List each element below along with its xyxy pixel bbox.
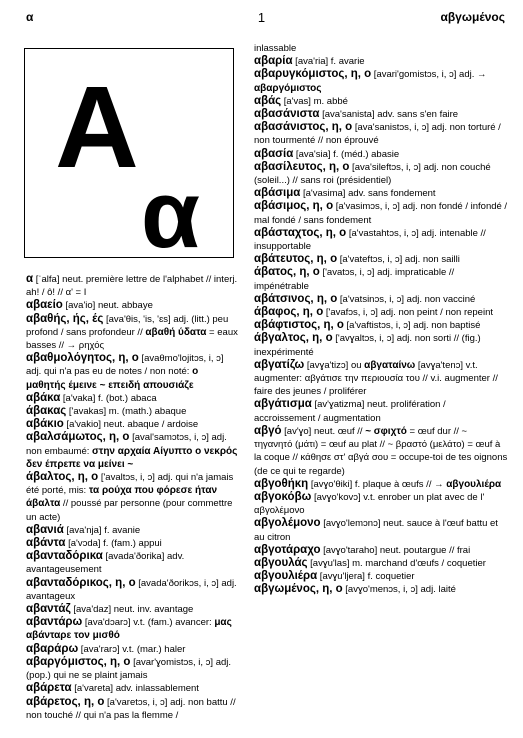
pronunciation: [a'vaka] [60, 392, 98, 404]
dictionary-entry [26, 524, 238, 537]
definition-text: m. abbé [313, 95, 348, 107]
headword: αβαργόμιστος, η, ο [26, 655, 131, 668]
pronunciation: [ava'daz] [70, 604, 114, 616]
right-column [254, 42, 508, 597]
headword: αβάσιμα [254, 187, 301, 200]
example-text: τα ρούχα που φόρεσε ήταν άβαλτα [26, 485, 218, 510]
pronunciation: [avɣo'lemɔnɔ] [320, 518, 384, 530]
lowercase-alpha: α [141, 161, 201, 268]
example-text: αβγουλιέρα [446, 478, 502, 490]
pronunciation: [ava'dɔarɔ] [82, 617, 134, 629]
dictionary-entry [26, 537, 238, 550]
headword: αβαλσάμωτος, η, ο [26, 431, 130, 444]
dictionary-entry [254, 517, 508, 543]
pronunciation: [avɣo'kovɔ] [311, 491, 364, 503]
pronunciation: [avɣu'las] [307, 557, 353, 569]
definition-text-cont: = œuf dur // ~ τηγανητό (μάτι) = œuf au plat // ~ βραστό (μελάτο) = œuf à la coque // κάθησε στ' αβγά σου = occupe-toi de tes oignons (de ce qui te regarde) [254, 425, 508, 477]
definition-text: adv. inlassablement [115, 683, 199, 695]
definition-text: adj. non battu // non touché // qui n'a pas la flemme / [26, 696, 236, 721]
headword: αβασίλευτος, η, ο [254, 160, 350, 173]
capital-alpha: Α [55, 62, 139, 192]
definition-text: v.t. (fam.) avancer: [133, 617, 215, 629]
definition-text: adv. avantageusement [26, 551, 185, 576]
pronunciation: [avɣo'taraho] [320, 544, 380, 556]
definition-text: adj. non peint / non repeint [380, 307, 493, 319]
dictionary-entry [26, 392, 238, 405]
headword: αβασία [254, 147, 294, 160]
pronunciation: [av'ɣo] [281, 425, 314, 437]
dictionary-entry [254, 200, 508, 226]
pronunciation: [a'vaftistɔs, i, ɔ] [343, 320, 414, 332]
example-text: αβαθή ύδατα [145, 326, 207, 338]
definition-text: adj. qui n'a jamais été porté, mis: [26, 472, 234, 497]
example-text: ~ σφιχτό [365, 425, 407, 437]
headword: αβαράρω [26, 642, 79, 655]
pronunciation: [a'vakio] [63, 419, 104, 431]
headword: αβάρετα [26, 682, 72, 695]
dictionary-entry [254, 557, 508, 570]
headword: αβγατίζω [254, 358, 305, 371]
headword: αβαρυγκόμιστος, η, ο [254, 68, 372, 81]
headword: αβαείο [26, 299, 63, 312]
definition-text: f. plaque à œufs // → [354, 478, 447, 490]
dictionary-entry [254, 108, 508, 121]
definition-text: f. (bot.) abaca [98, 392, 157, 404]
dictionary-entry [254, 544, 508, 557]
pronunciation: [a'vasima] [300, 188, 349, 200]
pronunciation: [avar'ɣomistɔs, i, ɔ] [130, 656, 216, 668]
pronunciation: [avada'ðorikɔs, i, ɔ] [135, 577, 222, 589]
pronunciation: ['avakas] [66, 406, 109, 418]
headword: άβγαλτος, η, ο [254, 332, 333, 345]
dictionary-entry [254, 293, 508, 306]
pronunciation: [ava'io] [62, 300, 98, 312]
dictionary-entry [254, 161, 508, 187]
page-number: 1 [257, 10, 266, 25]
definition-text-cont: // poussé par personne (pour commettre un acte) [26, 498, 233, 523]
definition-text: f. (fam.) appui [103, 538, 162, 550]
pronunciation: [ava'sanista] [319, 109, 378, 121]
headword: αβάκα [26, 391, 61, 404]
dictionary-entry [254, 478, 508, 491]
headword: αβάσιμος, η, ο [254, 200, 334, 213]
dictionary-entry [254, 68, 508, 94]
dictionary-entry [26, 682, 238, 695]
headword: αβγό [254, 424, 282, 437]
dictionary-entry [26, 577, 238, 603]
dictionary-entry [254, 319, 508, 332]
dictionary-entry [26, 405, 238, 418]
dictionary-entry [254, 148, 508, 161]
pronunciation: [a'vɔda] [65, 538, 104, 550]
definition-text: v.t. (mar.) haler [122, 643, 186, 655]
header-last-entry: αβγωμένος [440, 10, 505, 24]
definition-text: adj. non baptisé [413, 320, 481, 332]
pronunciation: [a'vasimɔs, i, ɔ] [333, 201, 403, 213]
definition-text: adj. qui n'a pas eu de notes / non noté: [26, 366, 193, 378]
dictionary-entry [26, 550, 238, 576]
headword: αβαντάζ [26, 603, 71, 616]
dictionary-entry [254, 583, 508, 596]
headword: αβάσταχτος, η, ο [254, 226, 347, 239]
dictionary-entry [254, 121, 508, 147]
headword: αβγωμένος, η, ο [254, 583, 343, 596]
definition-text: neut. abbaye [97, 300, 153, 312]
definition-text: m. marchand d'œufs / coquetier [352, 557, 486, 569]
definition-text: adj. (pop.) qui ne se plaint jamais [26, 656, 232, 682]
dictionary-entry [26, 696, 238, 722]
headword: αβγουλιέρα [254, 570, 318, 583]
dictionary-entry [254, 306, 508, 319]
headword: αβγουλάς [254, 556, 308, 569]
pronunciation: [av'ɣatizma] [311, 399, 368, 411]
headword: αβάρετος, η, ο [26, 695, 105, 708]
pronunciation: ['avɣaltɔs, i, ɔ] [332, 333, 397, 345]
dictionary-entry [26, 616, 238, 642]
dictionary-entry [254, 187, 508, 200]
dictionary-entry [254, 227, 508, 253]
definition-text: neut. première lettre de l'alphabet // interj. ah! / ô! // α' = I [26, 274, 238, 299]
pronunciation: [a'varetɔs, i, ɔ] [104, 696, 171, 708]
definition-text: adj. laité [420, 584, 456, 596]
pronunciation: ['avatɔs, i, ɔ] [319, 267, 378, 279]
headword: αβγάτισμα [254, 398, 312, 411]
pronunciation: [a'vas] [281, 95, 314, 107]
definition-text: adj. non embaumé: [26, 432, 227, 457]
definition-text: adj. non vacciné [406, 293, 476, 305]
dictionary-entry [254, 95, 508, 108]
pronunciation: [ava'ria] [292, 56, 331, 68]
headword: αβαντάρω [26, 616, 83, 629]
headword: αβγοκόβω [254, 490, 312, 503]
definition-text: adv. sans fondement [348, 188, 436, 200]
definition-text: neut. œuf // [313, 425, 366, 437]
definition-text: m. (math.) abaque [108, 406, 187, 418]
dictionary-entry [254, 253, 508, 266]
dictionary-entry [26, 656, 238, 682]
definition-text-cont: [avɣa'tenɔ] v.t. augmenter: αβγάτισε την περιουσία του // v.i. augmenter // faire des jeunes / proliférer [254, 359, 498, 398]
letter-logo [24, 48, 234, 268]
definition-text: adj. non sailli [404, 254, 460, 266]
headword: αβαρία [254, 55, 293, 68]
pronunciation: [ava'sileftɔs, i, ɔ] [349, 161, 424, 173]
example-text: αβγαταίνω [364, 359, 416, 371]
dictionary-entry [26, 352, 238, 392]
example-text: ο μαθητής έμεινε ~ επειδή απουσιάζε [26, 366, 199, 391]
headword: αβάφτιστος, η, ο [254, 319, 344, 332]
pronunciation: [a'vatsinɔs, i, ɔ] [337, 293, 407, 305]
headword: αβαθμολόγητος, η, ο [26, 352, 139, 365]
headword: αβαθής, ής, ές [26, 312, 104, 325]
pronunciation: [avɣa'tizɔ] [304, 359, 351, 371]
headword: αβγολέμονο [254, 517, 321, 530]
dictionary-entry [26, 603, 238, 616]
headword: άβαλτος, η, ο [26, 471, 99, 484]
dictionary-entry [254, 359, 508, 399]
headword: αβάντα [26, 537, 66, 550]
dictionary-entry [26, 313, 238, 353]
headword: αβγοθήκη [254, 477, 309, 490]
dictionary-entry [254, 55, 508, 68]
pronunciation: [a'vastahtɔs, i, ɔ] [346, 227, 422, 239]
definition-text-cont: = eaux basses // → ρηχός [26, 326, 238, 352]
definition-text: neut. poutargue // frai [379, 544, 471, 556]
dictionary-entry [26, 273, 238, 299]
definition-text: adj. non torturé / non tourmenté // non éprouvé [254, 122, 501, 147]
pronunciation: [ava'nja] [63, 524, 105, 536]
headword: α [26, 273, 34, 285]
definition-text: adv. sans s'en faire [377, 109, 459, 121]
pronunciation: [a'vateftɔs, i, ɔ] [337, 254, 405, 266]
headword: αβάκιο [26, 418, 64, 431]
pronunciation: [avɣu'ljera] [317, 571, 368, 583]
definition-text: f. avanie [104, 524, 141, 536]
definition-text: f. avarie [330, 56, 365, 68]
dictionary-entry [26, 418, 238, 431]
dictionary-entry [254, 332, 508, 358]
pronunciation: [avada'ðorika] [102, 551, 167, 563]
pronunciation: [ava'θis, 'is, 'ɛs] [103, 313, 174, 325]
headword: αβάς [254, 94, 282, 107]
definition-text: neut. prolifération / accroissement / augmentation [254, 399, 446, 424]
pronunciation: [a'vareta] [71, 683, 116, 695]
pronunciation: [ava'sia] [293, 148, 334, 160]
definition-text: neut. inv. avantage [113, 604, 194, 616]
dictionary-entry [26, 299, 238, 312]
headword: άβαφος, η, ο [254, 306, 324, 319]
dictionary-entry [26, 643, 238, 656]
headword: αβγοτάραχο [254, 543, 321, 556]
pronunciation: [avaθmo'lojitɔs, i, ɔ] [138, 353, 224, 365]
example-text: αβαργόμιστος [254, 82, 322, 94]
definition-text: adj. non fondé / infondé / mal fondé / sans fondement [254, 201, 508, 226]
pronunciation: [avɣo'θiki] [308, 478, 355, 490]
headword: αβασάνιστος, η, ο [254, 121, 353, 134]
example-text: στην αρχαία Αίγυπτο ο νεκρός δεν έπρεπε να μείνει ~ [26, 445, 238, 470]
headword: αβανταδόρικα [26, 550, 103, 563]
example-text: μας αβάνταρε τον μισθό [26, 617, 232, 642]
dictionary-entry [254, 570, 508, 583]
pronunciation: [ava'sanistɔs, i, ɔ] [352, 122, 432, 134]
definition-text: v.t. enrober un plat avec de l' αβγολέμονο [254, 491, 485, 517]
headword: αβάτευτος, η, ο [254, 253, 338, 266]
definition-text: adj. non sorti // (fig.) inexpérimenté [254, 333, 481, 358]
definition-text: adj. (litt.) peu profond / sans profondeur // [26, 313, 229, 338]
definition-text: adj. non couché (soleil...) // sans roi (présidentiel) [254, 161, 491, 187]
headword: αβανταδόρικος, η, ο [26, 576, 136, 589]
left-column [26, 273, 238, 722]
dictionary-entry [254, 491, 508, 517]
dictionary-entry [254, 398, 508, 424]
pronunciation: ['avafɔs, i, ɔ] [323, 307, 381, 319]
definition-text: neut. sauce à l'œuf battu et au citron [254, 518, 498, 543]
headword: αβανιά [26, 523, 64, 536]
definition-text: adj. impraticable // impénétrable [254, 267, 455, 292]
header-letter: α [26, 10, 34, 24]
dictionary-entry [254, 266, 508, 292]
dictionary-entry [26, 471, 238, 524]
pronunciation: [aval'samɔtɔs, i, ɔ] [129, 432, 212, 444]
headword: αβάτσινος, η, ο [254, 292, 338, 305]
pronunciation: [ˈalfa] [33, 274, 63, 285]
pronunciation: ['avaltɔs, i, ɔ] [98, 472, 158, 484]
definition-text: f. coquetier [367, 571, 415, 583]
dictionary-entry [254, 425, 508, 478]
pronunciation: [ava'rarɔ] [78, 643, 123, 655]
headword: άβακας [26, 405, 67, 418]
definition-text: adj. avantageux [26, 577, 237, 602]
definition-text: adj. intenable // insupportable [254, 227, 486, 253]
definition-text: neut. abaque / ardoise [103, 419, 199, 431]
headword: αβασάνιστα [254, 108, 320, 121]
definition-text: adj. → [459, 69, 487, 81]
definition-text: inlassable [254, 43, 297, 54]
dictionary-entry [26, 431, 238, 471]
definition-text: ou [350, 359, 365, 371]
definition-text: f. (méd.) abasie [333, 148, 400, 160]
headword: άβατος, η, ο [254, 266, 320, 279]
pronunciation: [avɣo'menɔs, i, ɔ] [342, 584, 421, 596]
dictionary-entry [254, 42, 508, 55]
pronunciation: [avari'gomistɔs, i, ɔ] [371, 69, 460, 81]
